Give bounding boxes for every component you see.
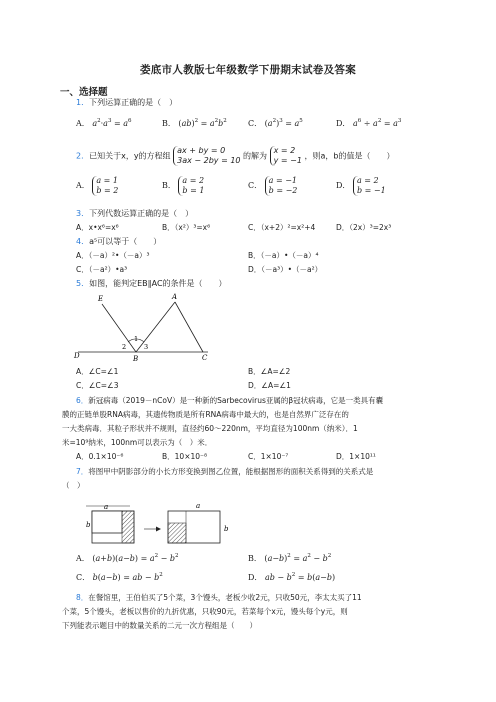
q4-option-a[interactable]: A．（－a）²•（－a）³: [76, 251, 150, 260]
question-number: 7．: [76, 467, 89, 476]
q6-option-d[interactable]: D．1×10¹¹: [336, 452, 376, 461]
question-7: 7．将图甲中阴影部分的小长方形变换到图乙位置，能根据图形的面积关系得到的关系式是: [76, 467, 374, 476]
question-8: 8．在餐馆里，王伯伯买了5个菜，3个馒头，老板少收2元，只收50元，李太太买了11: [76, 593, 362, 602]
q5-option-b[interactable]: B．∠A=∠2: [248, 367, 291, 376]
q1-option-c[interactable]: C． $(a^2)^3 = a^5$: [248, 118, 303, 128]
q1-option-a[interactable]: A． $a^2\cdot a^3 = a^6$: [76, 118, 132, 128]
q2-option-a[interactable]: A． a = 1 b = 2: [76, 176, 119, 195]
q5-option-c[interactable]: C．∠C=∠3: [76, 381, 119, 390]
question-text: a⁵可以等于（ ）: [89, 237, 162, 246]
question-text: 下列运算正确的是（ ）: [89, 98, 178, 107]
question-number: 1．: [76, 98, 90, 107]
q6-option-c[interactable]: C．1×10⁻⁷: [248, 452, 289, 461]
question-number: 4．: [76, 237, 90, 246]
q6-option-a[interactable]: A．0.1×10⁻⁶: [76, 452, 124, 461]
segment-ba: [136, 302, 175, 352]
dim-b-label-1: b: [86, 521, 91, 529]
question-text: 下列代数运算正确的是（ ）: [89, 209, 194, 218]
q2-option-b[interactable]: B． a = 2 b = 1: [162, 176, 205, 195]
angle-1-label: 1: [134, 335, 139, 343]
arrow-head: [156, 527, 161, 532]
angle-3-label: 3: [144, 343, 149, 351]
label-b: B: [133, 355, 139, 362]
q2-option-c[interactable]: C． a = −1 b = −2: [248, 176, 298, 195]
equation-system: ax + by = 0 3ax − 2by = 10: [173, 146, 240, 166]
question-number: 6．: [76, 396, 89, 405]
area-figure-diagram: [86, 497, 236, 547]
question-8-line-2: 个菜，5个馒头，老板以售价的九折优惠，只收90元，若菜每个x元，馒头每个y元，则: [62, 607, 348, 616]
section-heading: 一、选择题: [60, 87, 108, 98]
question-1: [76, 97, 448, 109]
dim-a-label-1: a: [104, 503, 109, 511]
page-title: 娄底市人教版七年级数学下册期末试卷及答案: [140, 64, 356, 76]
question-number: 3．: [76, 209, 90, 218]
label-d: D: [74, 352, 80, 360]
question-6-line-4: 米=10⁹纳米，100nm可以表示为（ ）米．: [62, 438, 213, 447]
q7-option-d[interactable]: D． ab − $b^2 = b(a-b)$: [248, 572, 336, 582]
question-8-line-3: 下列能表示题目中的数量关系的二元一次方程组是（ ）: [62, 621, 257, 630]
q4-option-c[interactable]: C．（－a²）•a³: [76, 265, 128, 274]
geometry-figure: [72, 290, 212, 362]
q7-option-b[interactable]: B． $(a-b)^2 = a^2 - b^2$: [248, 553, 332, 563]
q7-option-a[interactable]: A． $(a+b)(a-b) = a^2 - b^2$: [76, 553, 179, 563]
q4-option-d[interactable]: D．（－a³）•（－a²）: [248, 265, 323, 274]
dim-b-label-2: b: [224, 525, 229, 533]
question-6-line-2: 膜的正链单股RNA病毒，其遗传物质是所有RNA病毒中最大的，也是自然界广泛存在的: [62, 410, 349, 419]
q5-option-d[interactable]: D．∠A=∠1: [248, 381, 291, 390]
question-text: 如图，能判定EB∥AC的条件是（ ）: [89, 279, 227, 288]
q2-option-d[interactable]: D． a = 2 b = −1: [336, 176, 386, 195]
question-number: 8．: [76, 593, 89, 602]
dim-a-label-2: a: [196, 502, 201, 510]
question-3: [76, 208, 448, 220]
q1-option-d[interactable]: D． $a^6 \div a^2 = a^3$: [336, 118, 402, 128]
figure-jia-shaded: [122, 511, 134, 543]
question-6: 6．新冠病毒（2019－nCoV）是一种新的Sarbecovirus亚属的β冠状病毒，它是一类具有囊: [76, 396, 384, 405]
question-5: [76, 278, 448, 290]
q6-option-b[interactable]: B．10×10⁻⁸: [162, 452, 207, 461]
angle-2-label: 2: [122, 343, 127, 351]
segment-ac: [175, 302, 203, 352]
q7-option-c[interactable]: C． b(a−b) = ab − $b^2$: [76, 572, 163, 582]
segment-be: [102, 304, 139, 352]
label-e: E: [98, 295, 104, 303]
label-c: C: [202, 354, 208, 362]
question-2: 2．已知关于x，y的方程组 ax + by = 0 3ax − 2by = 10 的解为 x = 2 y = −1 ，则a，b的值是（ ）: [76, 146, 395, 165]
question-number: 5．: [76, 279, 90, 288]
question-number: 2．: [76, 151, 90, 161]
solution-system: x = 2 y = −1: [270, 146, 302, 166]
question-6-line-3: 一大类病毒．其粒子形状并不规则，直径约60～220nm，平均直径为100nm（纳米）．1: [62, 424, 358, 433]
q5-option-a[interactable]: A．∠C=∠1: [76, 367, 119, 376]
q3-option-a[interactable]: A．x•x⁶=x⁶: [76, 223, 119, 232]
figure-jia-inner: [92, 511, 122, 533]
question-4: [76, 236, 448, 248]
q3-option-c[interactable]: C．（x+2）²=x²+4: [248, 223, 316, 232]
q3-option-d[interactable]: D．（2x）³=2x³: [336, 223, 392, 232]
question-text: 已知关于x，y的方程组: [89, 151, 171, 161]
q4-option-b[interactable]: B．（－a）•（－a）⁴: [248, 251, 319, 260]
figure-yi-shaded: [168, 523, 186, 543]
question-7-line-2: （ ）: [62, 481, 85, 490]
q1-option-b[interactable]: B． $(ab)^2 = a^2b^2$: [162, 118, 227, 128]
q3-option-b[interactable]: B．（x²）³=x⁶: [162, 223, 211, 232]
label-a: A: [172, 293, 178, 301]
